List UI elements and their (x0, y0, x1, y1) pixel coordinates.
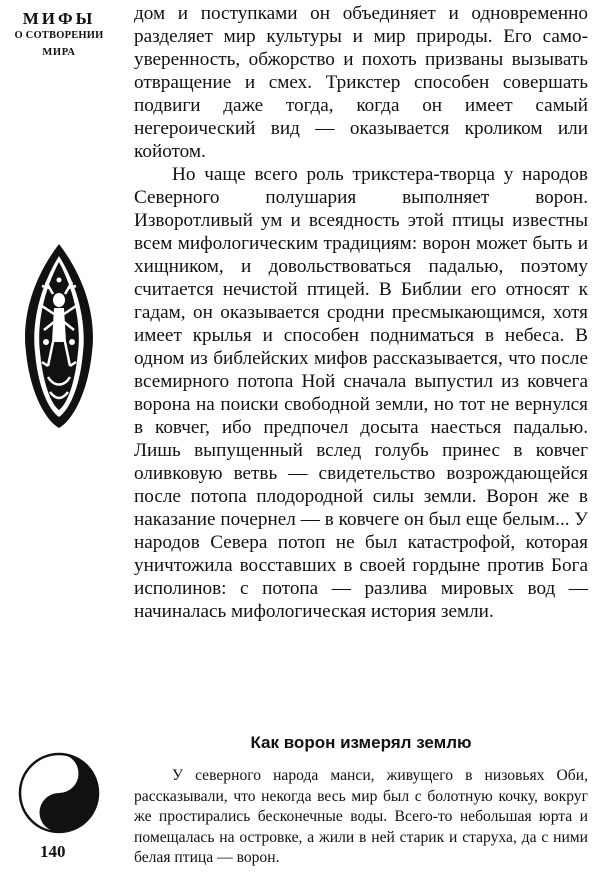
page-number: 140 (40, 842, 66, 861)
story-text (134, 766, 588, 869)
paragraph-continuation: дом и поступками он объединяет и одновременно разделяет мир культуры и мир природы. Его самоуверенность, обжорство и похоть призваны вызывать отвращение и смех. Трикстер способен совершать подвиги даже тогда, когда он имеет самый негероический вид — оказывается кроликом или койотом. (134, 3, 588, 162)
paragraph-raven: Но чаще всего роль трикстера-творца у народов Северного полушария выполняет ворон. Изворотливый ум и всеядность этой птицы известны всем мифологическим традициям: ворон может быть и хищником, и довольствоваться падалью, поэтому считается нечистой птицей. В Библии его относят к гадам, он оказывается сродни пресмыкающимся, хотя имеет крылья и способен подниматься в небеса. В одном из библейских мифов рассказывается, что после всемирного потопа Ной сначала выпустил из ковчега ворона на поиски свободной земли, но тот не вернулся в ковчег, ибо предпочел досыта наесться падалью. Лишь выпущенный вслед голубь принес в ковчег оливковую ветвь — свидетельство возрождающейся после потопа плодородной силы земли. Ворон же в наказание почернел — в ковчеге он был еще белым... У народов Севера потоп не был катастрофой, которая уничтожила восставших в своей гордыне против Бога исполинов: с потопа — разлива мировых вод — начиналась мифологическая история земли. (134, 164, 588, 622)
story-paragraph: У северного народа манси, живущего в низовьях Оби, рассказывали, что некогда весь мир был с болотную кочку, вокруг же простирались бесконечные воды. Всего-то небольшая юрта и помещалась на островке, а жили в ней старик и старуха, да с ними белая птица — ворон. (134, 767, 588, 867)
yin-yang-icon (18, 752, 100, 834)
left-margin (0, 0, 122, 874)
running-head-subtitle-line1: О СОТВОРЕНИИ (14, 30, 104, 42)
running-head-title: МИФЫ (22, 9, 96, 28)
section-title: Как ворон измерял землю (250, 733, 472, 752)
trickster-figure-ornament-icon (20, 242, 98, 430)
main-text-column (134, 2, 588, 623)
running-head (0, 8, 118, 60)
running-head-subtitle-line2: МИРА (42, 47, 76, 59)
